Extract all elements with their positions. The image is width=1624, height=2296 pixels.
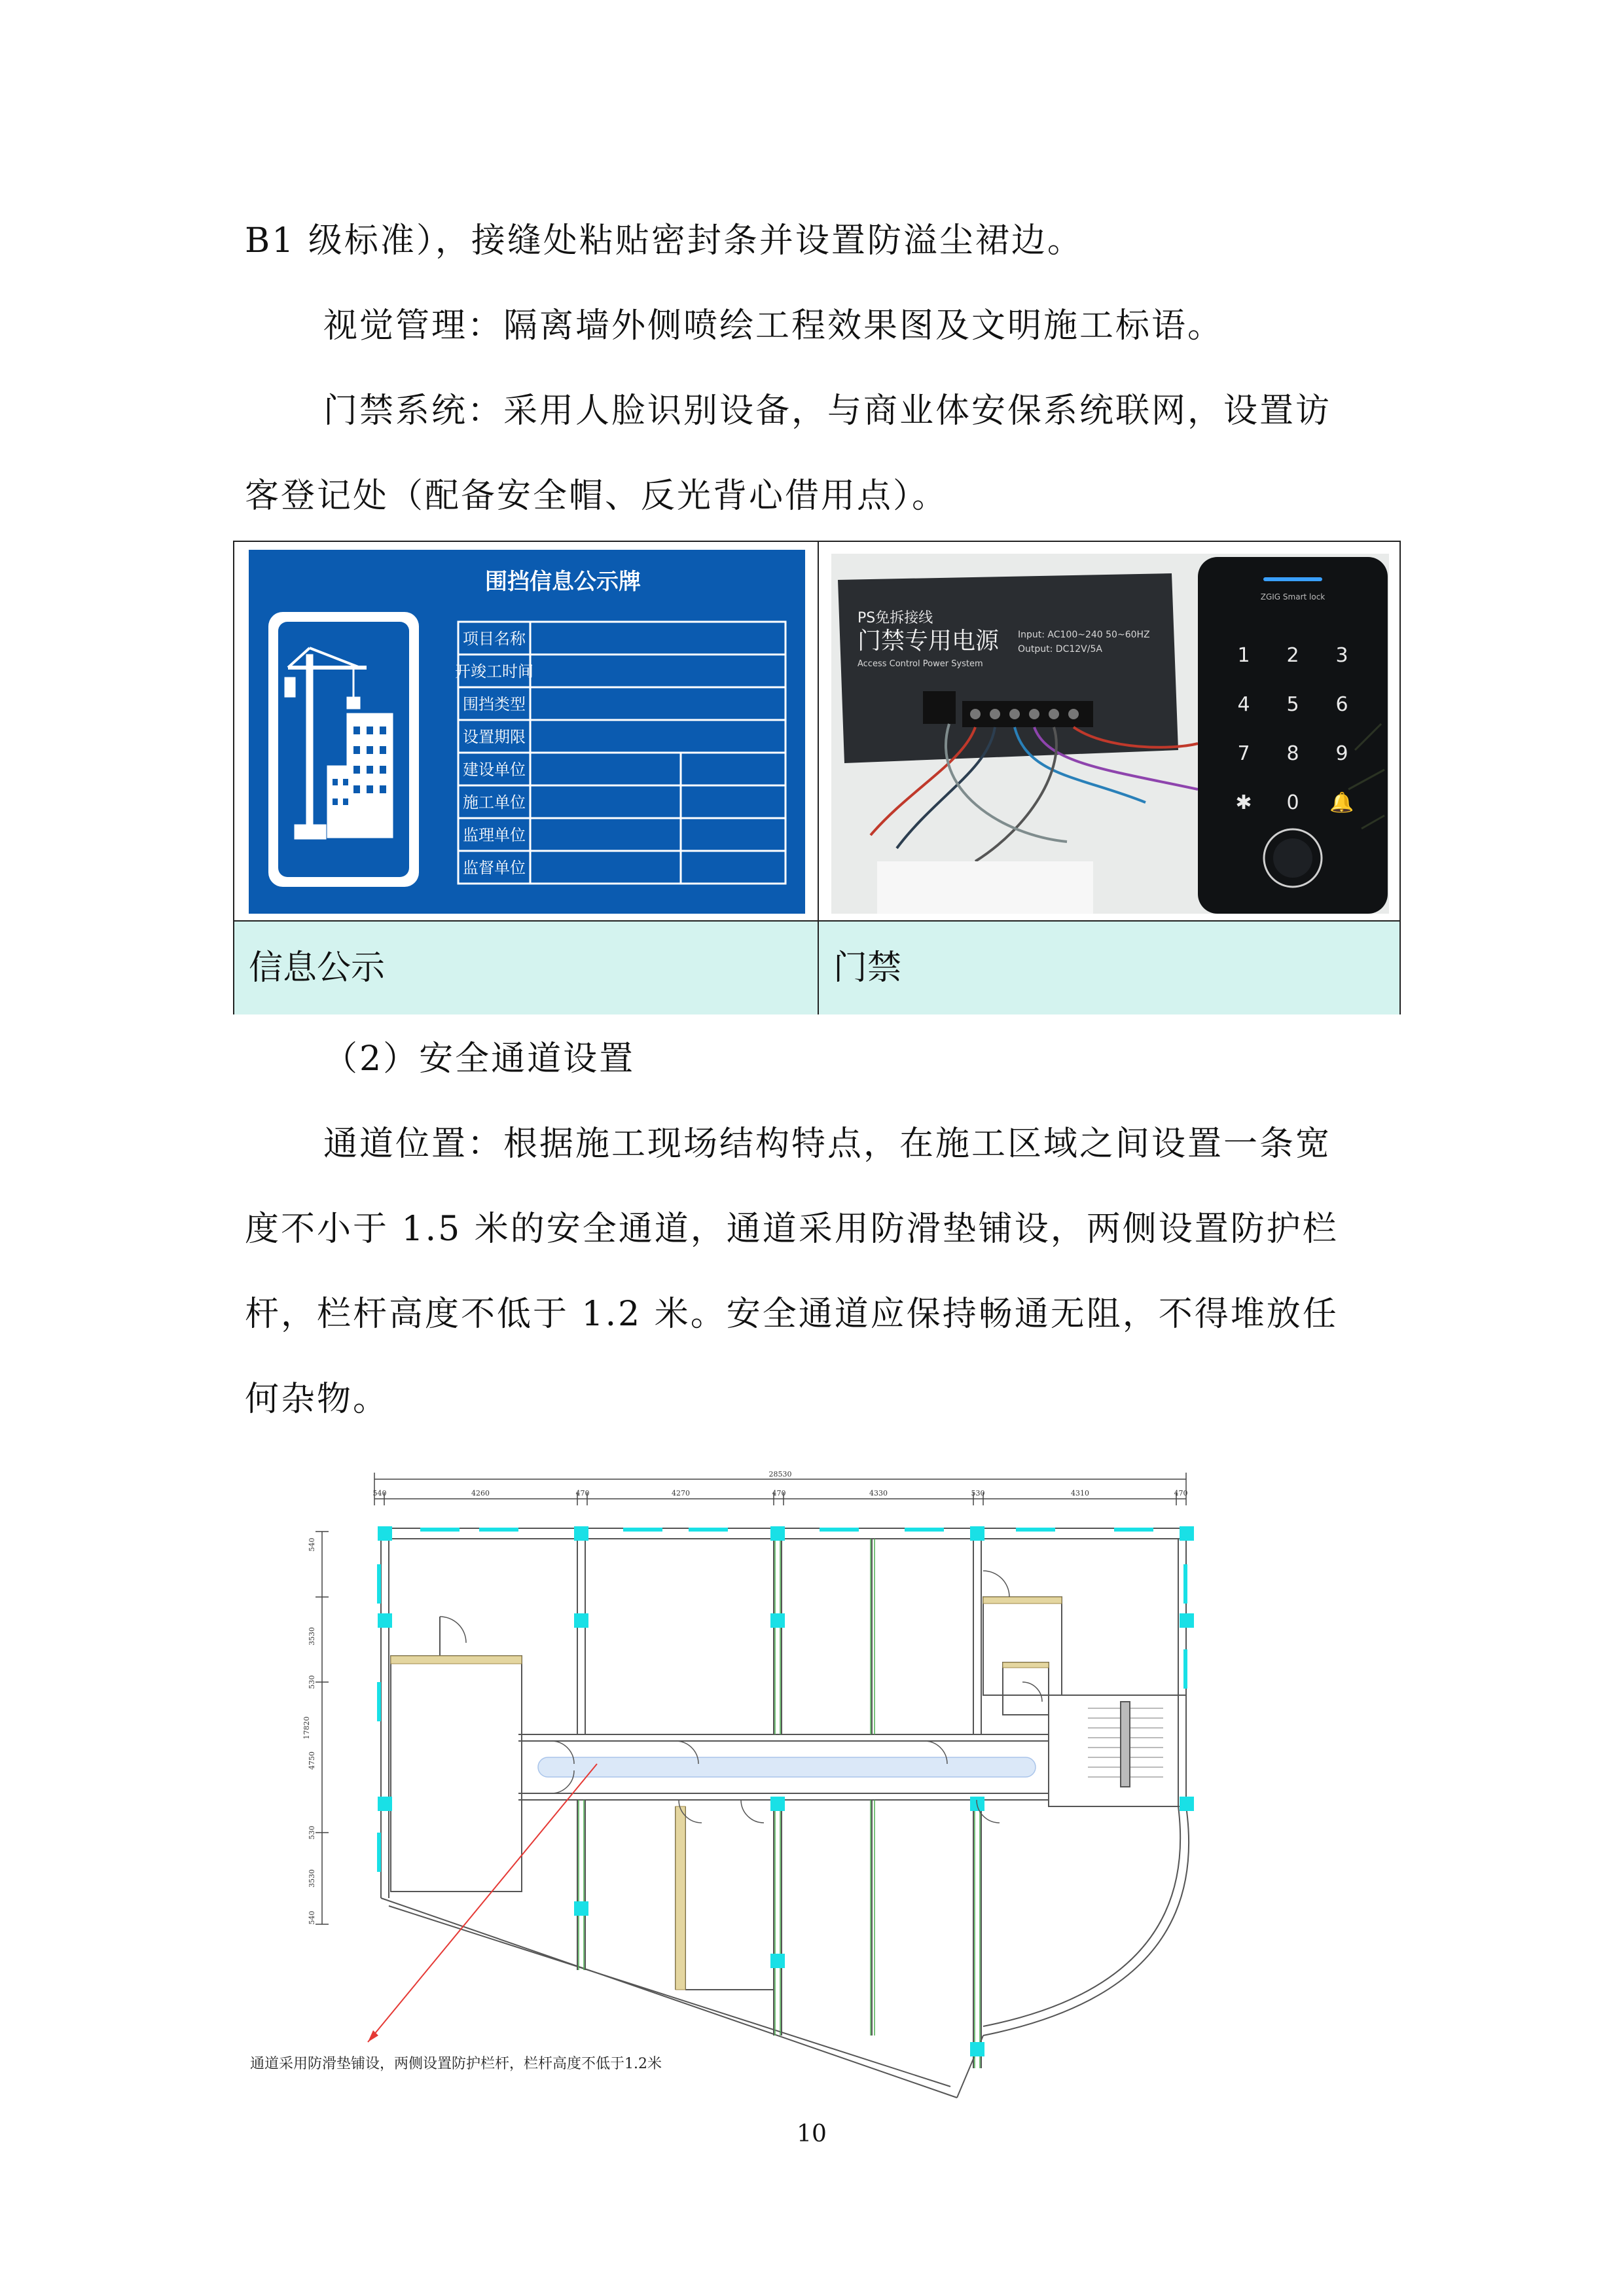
power-label-line1: PS免拆接线 xyxy=(857,610,933,626)
device-brand: ZGIG Smart lock xyxy=(1260,592,1326,601)
dimension-label: 540 xyxy=(308,1910,316,1925)
paragraph-b1-standard: B1 级标准），接缝处粘贴密封条并设置防溢尘裙边。 xyxy=(245,221,1083,260)
page-number: 10 xyxy=(797,2121,827,2147)
dimension-label: 530 xyxy=(971,1489,985,1498)
key-9: 9 xyxy=(1335,742,1348,765)
key-5: 5 xyxy=(1286,693,1299,716)
dimension-label: 530 xyxy=(308,1675,316,1689)
dimension-label: 530 xyxy=(308,1825,316,1840)
power-label-line2: 门禁专用电源 xyxy=(857,628,1000,655)
key-7: 7 xyxy=(1237,742,1250,765)
dimension-label: 4330 xyxy=(869,1489,888,1498)
dimension-label: 4310 xyxy=(1071,1489,1089,1498)
sign-row-label: 监督单位 xyxy=(463,859,526,877)
key-6: 6 xyxy=(1335,693,1348,716)
dimension-label: 540 xyxy=(372,1489,387,1498)
dimension-label: 470 xyxy=(772,1489,786,1498)
paragraph-visual-management: 视觉管理：隔离墙外侧喷绘工程效果图及文明施工标语。 xyxy=(323,306,1224,346)
paragraph-passage-line4: 何杂物。 xyxy=(245,1380,389,1419)
dimension-label: 3530 xyxy=(308,1627,316,1645)
sign-row-label: 开竣工时间 xyxy=(455,662,533,681)
key-4: 4 xyxy=(1237,693,1250,716)
caption-access-control: 门禁 xyxy=(819,922,1399,1014)
power-label-line3: Access Control Power System xyxy=(857,659,983,669)
dimension-label: 470 xyxy=(575,1489,590,1498)
key-3: 3 xyxy=(1335,644,1348,667)
sign-title: 围挡信息公示牌 xyxy=(485,569,641,595)
info-board-image xyxy=(249,550,805,914)
dimension-label: 4270 xyxy=(672,1489,690,1498)
dimension-label: 4260 xyxy=(471,1489,490,1498)
paragraph-access-control-line1: 门禁系统：采用人脸识别设备，与商业体安保系统联网，设置访 xyxy=(323,391,1332,431)
paragraph-passage-line2: 度不小于 1.5 米的安全通道，通道采用防滑垫铺设，两侧设置防护栏 xyxy=(245,1210,1339,1249)
key-bell: 🔔 xyxy=(1329,791,1354,814)
dimension-label: 540 xyxy=(308,1537,316,1552)
access-control-device-photo xyxy=(831,554,1389,914)
floor-plan-drawing xyxy=(244,1466,1238,2108)
floor-plan-annotation: 通道采用防滑垫铺设，两侧设置防护栏杆，栏杆高度不低于1.2米 xyxy=(250,2056,662,2072)
sign-row-label: 围挡类型 xyxy=(463,695,526,713)
dimension-label: 470 xyxy=(1174,1489,1188,1498)
sign-row-label: 监理单位 xyxy=(463,826,526,844)
sign-row-label: 设置期限 xyxy=(463,728,526,746)
dimension-label: 3530 xyxy=(308,1869,316,1888)
section-heading-safety-passage: （2）安全通道设置 xyxy=(323,1039,636,1079)
dimension-label: 4750 xyxy=(308,1751,316,1770)
sign-row-label: 建设单位 xyxy=(463,761,526,779)
key-1: 1 xyxy=(1237,644,1250,667)
safety-passage-highlight xyxy=(538,1757,1036,1777)
key-0: 0 xyxy=(1286,791,1299,814)
caption-info-board: 信息公示 xyxy=(234,922,818,1014)
power-output-spec: Output: DC12V/5A xyxy=(1018,644,1102,655)
sign-row-label: 项目名称 xyxy=(463,630,526,648)
key-8: 8 xyxy=(1286,742,1299,765)
paragraph-passage-line3: 杆，栏杆高度不低于 1.2 米。安全通道应保持畅通无阻，不得堆放任 xyxy=(245,1295,1339,1334)
power-input-spec: Input: AC100~240 50~60HZ xyxy=(1018,630,1150,640)
sign-row-label: 施工单位 xyxy=(463,793,526,812)
key-2: 2 xyxy=(1286,644,1299,667)
paragraph-passage-line1: 通道位置：根据施工现场结构特点，在施工区域之间设置一条宽 xyxy=(323,1124,1332,1164)
figure-table xyxy=(233,541,1401,1014)
key-star: ✱ xyxy=(1235,791,1252,814)
dimension-total-height: 17820 xyxy=(302,1716,311,1740)
paragraph-access-control-line2: 客登记处（配备安全帽、反光背心借用点）。 xyxy=(245,476,948,516)
dimension-total-width: 28530 xyxy=(768,1470,792,1479)
